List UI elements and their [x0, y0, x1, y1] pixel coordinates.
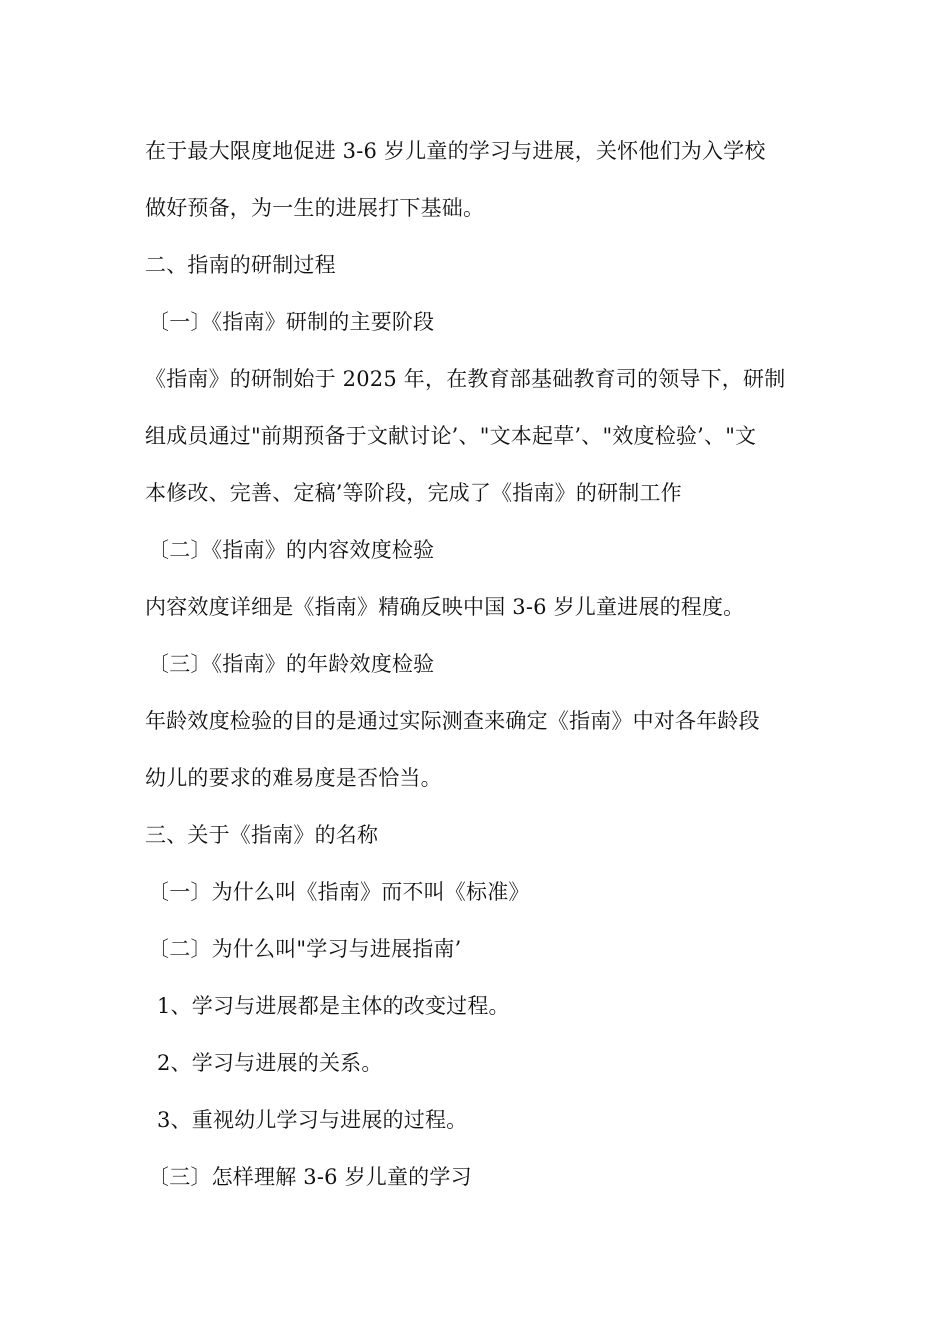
subsection-heading: 〔一〕《指南》研制的主要阶段: [148, 310, 435, 334]
list-item: 3、重视幼儿学习与进展的过程。: [157, 1108, 468, 1132]
subsection-heading: 〔一〕为什么叫《指南》而不叫《标准》: [148, 880, 530, 904]
paragraph-line: 组成员通过"前期预备于文献讨论’、"文本起草’、"效度检验’、"文: [145, 424, 757, 448]
paragraph-line: 本修改、完善、定稿’等阶段，完成了《指南》的研制工作: [145, 481, 682, 505]
subsection-heading: 〔二〕《指南》的内容效度检验: [148, 538, 435, 562]
list-item: 2、学习与进展的关系。: [157, 1051, 383, 1075]
subsection-heading: 〔三〕《指南》的年龄效度检验: [148, 652, 435, 676]
paragraph-line: 年龄效度检验的目的是通过实际测查来确定《指南》中对各年龄段: [145, 709, 760, 733]
paragraph-line: 内容效度详细是《指南》精确反映中国 3-6 岁儿童进展的程度。: [145, 595, 745, 619]
section-heading: 三、关于《指南》的名称: [145, 823, 379, 847]
subsection-heading: 〔三〕怎样理解 3-6 岁儿童的学习: [148, 1165, 472, 1189]
paragraph-line: 做好预备，为一生的进展打下基础。: [145, 196, 485, 220]
paragraph-line: 在于最大限度地促进 3-6 岁儿童的学习与进展，关怀他们为入学校: [145, 139, 766, 163]
paragraph-line: 幼儿的要求的难易度是否恰当。: [145, 766, 442, 790]
paragraph-line: 《指南》的研制始于 2025 年，在教育部基础教育司的领导下，研制: [145, 367, 786, 391]
subsection-heading: 〔二〕为什么叫"学习与进展指南’: [148, 937, 462, 961]
list-item: 1、学习与进展都是主体的改变过程。: [157, 994, 510, 1018]
section-heading: 二、指南的研制过程: [145, 253, 336, 277]
